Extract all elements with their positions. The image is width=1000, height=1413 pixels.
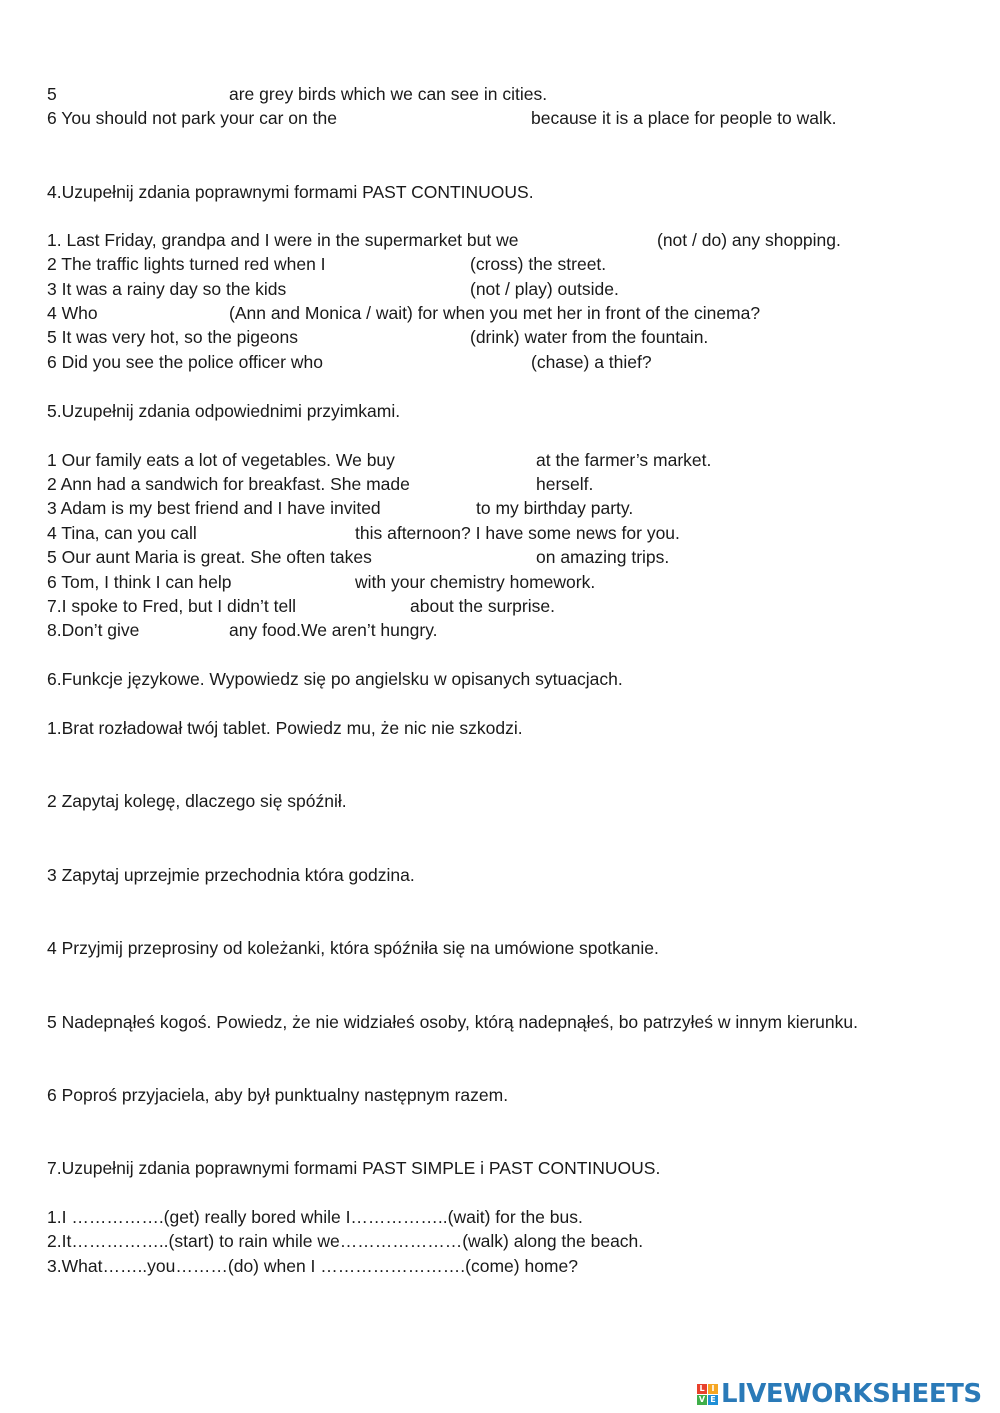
logo-letter-v: V xyxy=(698,1395,706,1404)
s4-item-3-part1: 3 It was a rainy day so the kids xyxy=(47,279,287,299)
s6-item-6: 6 Poproś przyjaciela, aby był punktualny następnym razem. xyxy=(47,1085,509,1105)
s5-item-7-part2: about the surprise. xyxy=(410,596,555,616)
logo-text: LIVEWORKSHEETS xyxy=(721,1379,982,1409)
section5-heading: 5.Uzupełnij zdania odpowiednimi przyimkami. xyxy=(47,401,401,421)
s4-item-3-blank[interactable] xyxy=(306,279,460,299)
s4-item-4-blank[interactable] xyxy=(106,303,220,323)
s3-item-6-part2: because it is a place for people to walk. xyxy=(531,108,837,128)
s4-item-1-blank[interactable] xyxy=(552,230,647,250)
s6-item-4: 4 Przyjmij przeprosiny od koleżanki, która spóźniła się na umówione spotkanie. xyxy=(47,938,659,958)
s4-item-3-part2: (not / play) outside. xyxy=(470,279,619,299)
s4-item-5-blank[interactable] xyxy=(318,327,460,347)
s6-item-1: 1.Brat rozładował twój tablet. Powiedz mu, że nic nie szkodzi. xyxy=(47,718,523,738)
s5-item-7-blank[interactable] xyxy=(316,596,400,616)
s5-item-1-blank[interactable] xyxy=(420,450,526,470)
s5-item-5-part2: on amazing trips. xyxy=(536,547,670,567)
s6-item-1-answer[interactable] xyxy=(47,745,907,769)
s4-item-5-part2: (drink) water from the fountain. xyxy=(470,327,709,347)
s6-item-3: 3 Zapytaj uprzejmie przechodnia która godzina. xyxy=(47,865,415,885)
s5-item-3-part2: to my birthday party. xyxy=(476,498,634,518)
s5-item-6-blank[interactable] xyxy=(250,572,345,592)
s5-item-4-part2: this afternoon? I have some news for you. xyxy=(355,523,680,543)
s5-item-7-part1: 7.I spoke to Fred, but I didn’t tell xyxy=(47,596,297,616)
s5-item-8-part1: 8.Don’t give xyxy=(47,620,140,640)
section7-heading: 7.Uzupełnij zdania poprawnymi formami PAST SIMPLE i PAST CONTINUOUS. xyxy=(47,1158,661,1178)
s3-item-5-blank[interactable] xyxy=(70,84,220,104)
s4-item-2-blank[interactable] xyxy=(350,254,460,274)
logo-letter-i: I xyxy=(708,1384,718,1394)
s5-item-6-part1: 6 Tom, I think I can help xyxy=(47,572,232,592)
logo-mark-icon xyxy=(697,1384,718,1405)
s5-item-1-part2: at the farmer’s market. xyxy=(536,450,712,470)
s4-item-1-part1: 1. Last Friday, grandpa and I were in the supermarket but we xyxy=(47,230,519,250)
logo-letter-l: L xyxy=(697,1384,707,1394)
s4-item-4-part2: (Ann and Monica / wait) for when you met her in front of the cinema? xyxy=(229,303,761,323)
s5-item-3-blank[interactable] xyxy=(406,498,466,518)
s6-item-5: 5 Nadepnąłeś kogoś. Powiedz, że nie widziałeś osoby, którą nadepnąłeś, bo patrzyłeś w innym kierunku. xyxy=(47,1012,858,1032)
logo-letter-e: E xyxy=(708,1395,718,1405)
s5-item-1-part1: 1 Our family eats a lot of vegetables. We buy xyxy=(47,450,395,470)
s6-item-5-answer[interactable] xyxy=(47,1039,907,1063)
s3-item-5-part1: 5 xyxy=(47,84,57,104)
s5-item-5-blank[interactable] xyxy=(396,547,526,567)
s3-item-5-part2: are grey birds which we can see in cities. xyxy=(229,84,548,104)
s5-item-6-part2: with your chemistry homework. xyxy=(355,572,596,592)
s6-item-6-answer[interactable] xyxy=(47,1112,907,1136)
s3-item-6-part1: 6 You should not park your car on the xyxy=(47,108,337,128)
section6-heading: 6.Funkcje językowe. Wypowiedz się po angielsku w opisanych sytuacjach. xyxy=(47,669,623,689)
s4-item-6-part2: (chase) a thief? xyxy=(531,352,652,372)
s5-item-2-blank[interactable] xyxy=(438,474,526,494)
s5-item-5-part1: 5 Our aunt Maria is great. She often takes xyxy=(47,547,372,567)
s5-item-8-blank[interactable] xyxy=(152,620,220,640)
s3-item-6-blank[interactable] xyxy=(365,108,520,128)
s6-item-2-answer[interactable] xyxy=(47,818,907,842)
s4-item-1-part2: (not / do) any shopping. xyxy=(657,230,841,250)
s5-item-2-part2: herself. xyxy=(536,474,594,494)
s5-item-8-part2: any food.We aren’t hungry. xyxy=(229,620,438,640)
s5-item-3-part1: 3 Adam is my best friend and I have invited xyxy=(47,498,381,518)
s4-item-2-part1: 2 The traffic lights turned red when I xyxy=(47,254,326,274)
s4-item-6-blank[interactable] xyxy=(344,352,520,372)
s7-item-1: 1.I …………….(get) really bored while I……………..(wait) for the bus. xyxy=(47,1207,583,1227)
s4-item-4-part1: 4 Who xyxy=(47,303,98,323)
s4-item-6-part1: 6 Did you see the police officer who xyxy=(47,352,323,372)
s4-item-2-part2: (cross) the street. xyxy=(470,254,607,274)
liveworksheets-logo xyxy=(697,1379,982,1409)
s6-item-4-answer[interactable] xyxy=(47,965,907,989)
section4-heading: 4.Uzupełnij zdania poprawnymi formami PAST CONTINUOUS. xyxy=(47,182,534,202)
s5-item-2-part1: 2 Ann had a sandwich for breakfast. She made xyxy=(47,474,410,494)
s7-item-3: 3.What……..you………(do) when I …………………….(come) home? xyxy=(47,1256,578,1276)
s6-item-2: 2 Zapytaj kolegę, dlaczego się spóźnił. xyxy=(47,791,347,811)
s4-item-5-part1: 5 It was very hot, so the pigeons xyxy=(47,327,298,347)
s7-item-2: 2.It……………..(start) to rain while we…………………(walk) along the beach. xyxy=(47,1231,644,1251)
s5-item-4-part1: 4 Tina, can you call xyxy=(47,523,197,543)
s5-item-4-blank[interactable] xyxy=(213,523,345,543)
s6-item-3-answer[interactable] xyxy=(47,892,907,916)
